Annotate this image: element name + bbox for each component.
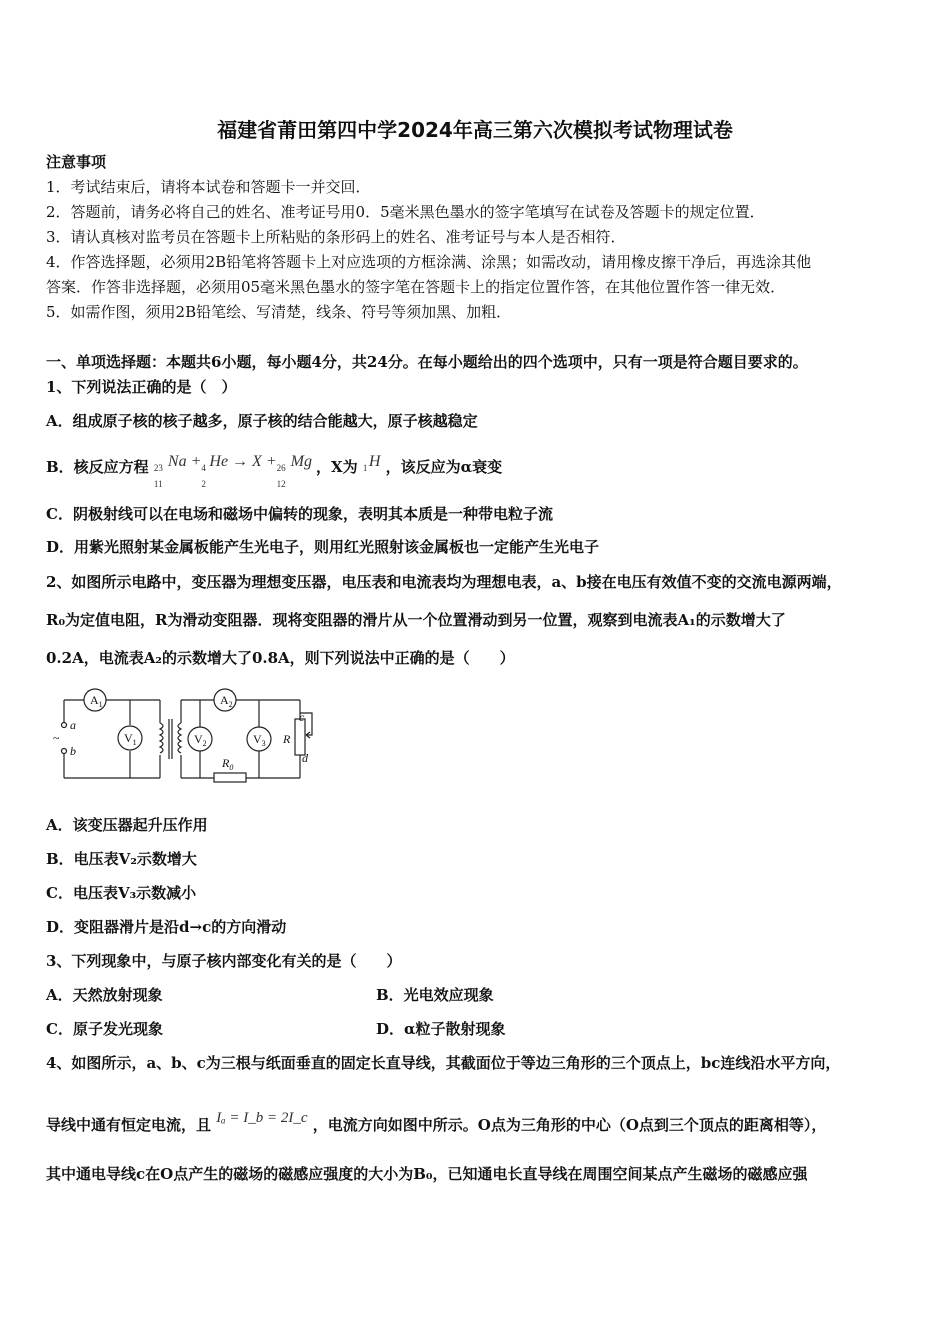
- svg-text:A2: $A_2$: [220, 693, 233, 709]
- q1-stem: 1、下列说法正确的是（ ）: [46, 378, 237, 396]
- q2-option-c: C．电压表V₃示数减小: [46, 884, 197, 902]
- nuclear-equation: 23 11 Na + 4 2 He → X + 26 12 Mg: [153, 453, 312, 489]
- secondary-coil: [178, 723, 181, 753]
- q2-option-a: A．该变压器起升压作用: [46, 816, 208, 834]
- svg-text:R0: $R_0$: [222, 756, 234, 772]
- q2-stem-line2: R₀为定值电阻，R为滑动变阻器．现将变阻器的滑片从一个位置滑动到另一位置，观察到电流表A₁的示数增大了: [46, 611, 786, 629]
- q3-option-d: D．α粒子散射现象: [376, 1020, 506, 1038]
- q4-line2-prefix: 导线中通有恒定电流，且: [46, 1116, 212, 1134]
- notice-item: 5．如需作图，须用2B铅笔绘、写清楚，线条、符号等须加黑、加粗．: [46, 303, 512, 321]
- notice-item: 3．请认真核对监考员在答题卡上所粘贴的条形码上的姓名、准考证号与本人是否相符．: [46, 228, 626, 246]
- svg-text:V2: $V_2$: [194, 732, 207, 748]
- primary-coil: [160, 723, 163, 753]
- q3-option-c: C．原子发光现象: [46, 1020, 163, 1038]
- resistor-r0: [214, 773, 246, 782]
- notice-heading: 注意事项: [46, 153, 107, 171]
- svg-text:R: R: [283, 732, 291, 746]
- svg-text:V3: $V_3$: [253, 732, 266, 748]
- q4-stem-line1: 4、如图所示，a、b、c为三根与纸面垂直的固定长直导线，其截面位于等边三角形的三个顶点上，bc连线沿水平方向，: [46, 1054, 841, 1072]
- terminal-b: [62, 749, 67, 754]
- q3-option-a: A．天然放射现象: [46, 986, 163, 1004]
- q3-stem: 3、下列现象中，与原子核内部变化有关的是（ ）: [46, 952, 402, 970]
- svg-text:d: d: [302, 751, 308, 765]
- section-heading: 一、单项选择题：本题共6小题，每小题4分，共24分。在每小题给出的四个选项中，只有一项是符合题目要求的。: [46, 353, 808, 371]
- transformer-circuit-diagram: [44, 685, 334, 795]
- q1-option-c: C．阴极射线可以在电场和磁场中偏转的现象，表明其本质是一种带电粒子流: [46, 505, 553, 523]
- q1-b-mid: ，X为: [315, 458, 358, 476]
- q1-b-suffix: ，该反应为α衰变: [385, 458, 503, 476]
- q2-option-b: B．电压表V₂示数增大: [46, 850, 197, 868]
- q1-option-b: [46, 453, 503, 489]
- q3-option-b: B．光电效应现象: [376, 986, 494, 1004]
- svg-text:V1: $V_1$: [124, 731, 137, 747]
- q1-b-prefix: B．核反应方程: [46, 458, 149, 476]
- notice-item: 1．考试结束后，请将本试卷和答题卡一并交回．: [46, 178, 371, 196]
- svg-text:c: c: [299, 710, 305, 724]
- svg-text:b: b: [70, 744, 76, 758]
- current-relation: Iₐ = I_b = 2I_c: [216, 1110, 308, 1126]
- q2-option-d: D．变阻器滑片是沿d→c的方向滑动: [46, 918, 287, 936]
- q2-stem-line1: 2、如图所示电路中，变压器为理想变压器，电压表和电流表均为理想电表，a、b接在电压有效值不变的交流电源两端，: [46, 573, 842, 591]
- q1-option-d: D．用紫光照射某金属板能产生光电子，则用红光照射该金属板也一定能产生光电子: [46, 538, 600, 556]
- notice-item: 答案．作答非选择题，必须用05毫米黑色墨水的签字笔在答题卡上的指定位置作答，在其他位置作答一律无效．: [46, 278, 786, 296]
- q4-stem-line3: 其中通电导线c在O点产生的磁场的磁感应强度的大小为B₀，已知通电长直导线在周围空间某点产生磁场的磁感应强: [46, 1165, 808, 1183]
- svg-text:~: ~: [53, 731, 60, 745]
- q4-line2-suffix: ，电流方向如图中所示。O点为三角形的中心（O点到三个顶点的距离相等），: [312, 1116, 827, 1134]
- exam-title: 福建省莆田第四中学2024年高三第六次模拟考试物理试卷: [217, 118, 733, 142]
- q4-stem-line2: [46, 1110, 827, 1136]
- rheostat-r: [295, 719, 305, 755]
- notice-item: 2．答题前，请务必将自己的姓名、准考证号用0．5毫米黑色墨水的签字笔填写在试卷及答题卡的规定位置．: [46, 203, 765, 221]
- notice-item: 4．作答选择题，必须用2B铅笔将答题卡上对应选项的方框涂满、涂黑；如需改动，请用橡皮擦干净后，再选涂其他: [46, 253, 812, 271]
- hydrogen-symbol: 1 H: [362, 453, 381, 473]
- q2-stem-line3: 0.2A，电流表A₂的示数增大了0.8A，则下列说法中正确的是（ ）: [46, 649, 515, 667]
- svg-text:A1: $A_1$: [90, 693, 103, 709]
- q1-option-a: A．组成原子核的核子越多，原子核的结合能越大，原子核越稳定: [46, 412, 478, 430]
- svg-text:a: a: [70, 718, 76, 732]
- terminal-a: [62, 723, 67, 728]
